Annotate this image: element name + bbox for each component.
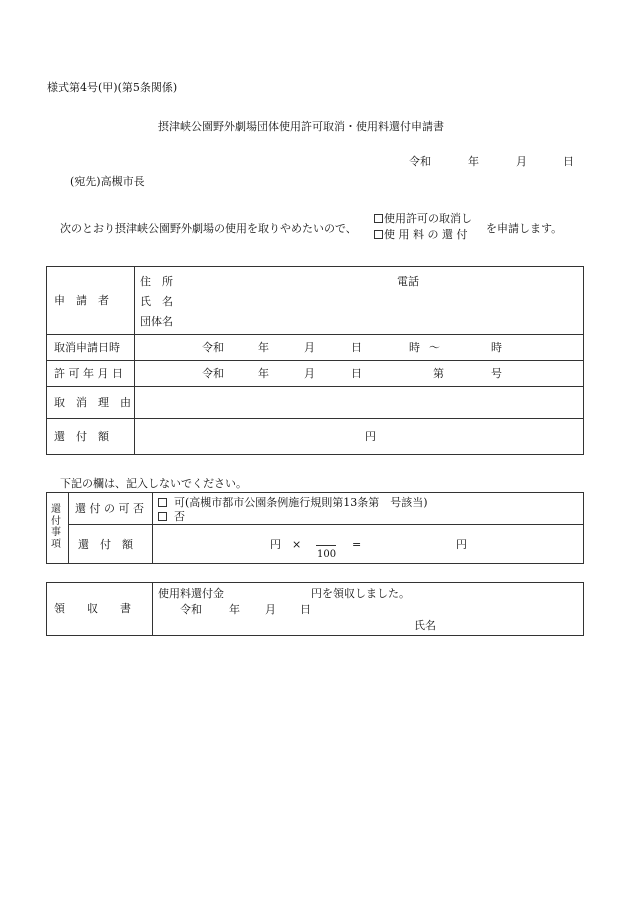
receipt-name-label: 氏名 xyxy=(414,619,436,632)
refund-yen: 円 xyxy=(365,430,376,443)
option-no[interactable] xyxy=(158,511,185,522)
intro-option-refund[interactable] xyxy=(374,229,467,240)
address-field[interactable] xyxy=(185,272,385,288)
receipt-label: 領 収 書 xyxy=(54,602,131,615)
cancel-date-tilde: ～ xyxy=(429,341,440,354)
cancel-date-hour: 時 xyxy=(409,341,420,354)
address-label: 住 所 xyxy=(140,275,173,288)
refund-yen2: 円 xyxy=(456,538,467,551)
group-label: 団体名 xyxy=(140,315,173,328)
option-yes[interactable] xyxy=(158,497,428,508)
reason-label: 取 消 理 由 xyxy=(54,396,131,409)
fraction-line xyxy=(316,545,336,546)
receipt-date-month: 月 xyxy=(265,603,276,616)
refund-side-label: 還 付 事 項 xyxy=(51,504,61,550)
refund-times: × xyxy=(292,538,302,551)
refund-yen1: 円 xyxy=(270,538,281,551)
receipt-line1-a: 使用料還付金 xyxy=(158,587,224,600)
phone-field[interactable] xyxy=(425,272,575,288)
permit-date-label: 許 可 年 月 日 xyxy=(54,367,123,380)
receipt-date-year: 年 xyxy=(229,603,240,616)
cancel-date-label: 取消申請日時 xyxy=(54,341,120,354)
permit-date-era: 令和 xyxy=(202,367,224,380)
name-label: 氏 名 xyxy=(140,295,173,308)
name-field[interactable] xyxy=(185,292,575,308)
addressee: (宛先)高槻市長 xyxy=(70,175,145,188)
form-code: 様式第4号(甲)(第5条関係) xyxy=(47,81,178,94)
cancel-date-era: 令和 xyxy=(202,341,224,354)
permit-date-day: 日 xyxy=(351,367,362,380)
refund-amount-field[interactable] xyxy=(136,420,582,453)
intro-option-cancel[interactable] xyxy=(374,213,472,224)
permit-number-go: 号 xyxy=(491,367,502,380)
permit-date-year: 年 xyxy=(258,367,269,380)
checkbox-icon[interactable] xyxy=(158,512,167,521)
checkbox-icon[interactable] xyxy=(158,498,167,507)
cancel-date-hour2: 時 xyxy=(491,341,502,354)
receipt-date-era: 令和 xyxy=(180,603,202,616)
intro-text: 次のとおり摂津峡公園野外劇場の使用を取りやめたいので、 xyxy=(60,222,357,235)
refund-amount-label: 還 付 額 xyxy=(54,430,109,443)
cancel-date-year: 年 xyxy=(258,341,269,354)
intro-text-after: を申請します。 xyxy=(486,222,563,235)
checkbox-icon[interactable] xyxy=(374,230,383,239)
receipt-name-field[interactable] xyxy=(440,616,578,632)
receipt-date-day: 日 xyxy=(300,603,311,616)
receipt-line1-b: 円を領収しました。 xyxy=(311,587,410,600)
form-title: 摂津峡公園野外劇場団体使用許可取消・使用料還付申請書 xyxy=(158,120,444,133)
date-year: 年 xyxy=(468,155,479,168)
date-month: 月 xyxy=(516,155,527,168)
option-yes-label: 可(高槻市都市公園条例施行規則第13条第 号該当) xyxy=(174,496,428,509)
date-era: 令和 xyxy=(409,155,431,168)
permit-date-month: 月 xyxy=(304,367,315,380)
cancel-date-month: 月 xyxy=(304,341,315,354)
refund-denominator: 100 xyxy=(317,549,337,560)
checkbox-icon[interactable] xyxy=(374,214,383,223)
permit-number-dai: 第 xyxy=(433,367,444,380)
refund-equals: = xyxy=(352,538,362,551)
refund-amount-row-label: 還 付 額 xyxy=(78,538,133,551)
applicant-label: 申 請 者 xyxy=(54,294,109,307)
note-text: 下記の欄は、記入しないでください。 xyxy=(60,477,247,490)
reason-field[interactable] xyxy=(136,388,582,416)
availability-label: 還 付 の 可 否 xyxy=(75,502,144,515)
cancel-date-day: 日 xyxy=(351,341,362,354)
option-no-label: 否 xyxy=(174,510,185,523)
phone-label: 電話 xyxy=(397,275,419,288)
group-field[interactable] xyxy=(185,312,575,328)
date-day: 日 xyxy=(563,155,574,168)
option-refund-label: 使 用 料 の 還 付 xyxy=(384,228,468,241)
option-cancel-label: 使用許可の取消し xyxy=(384,212,472,225)
